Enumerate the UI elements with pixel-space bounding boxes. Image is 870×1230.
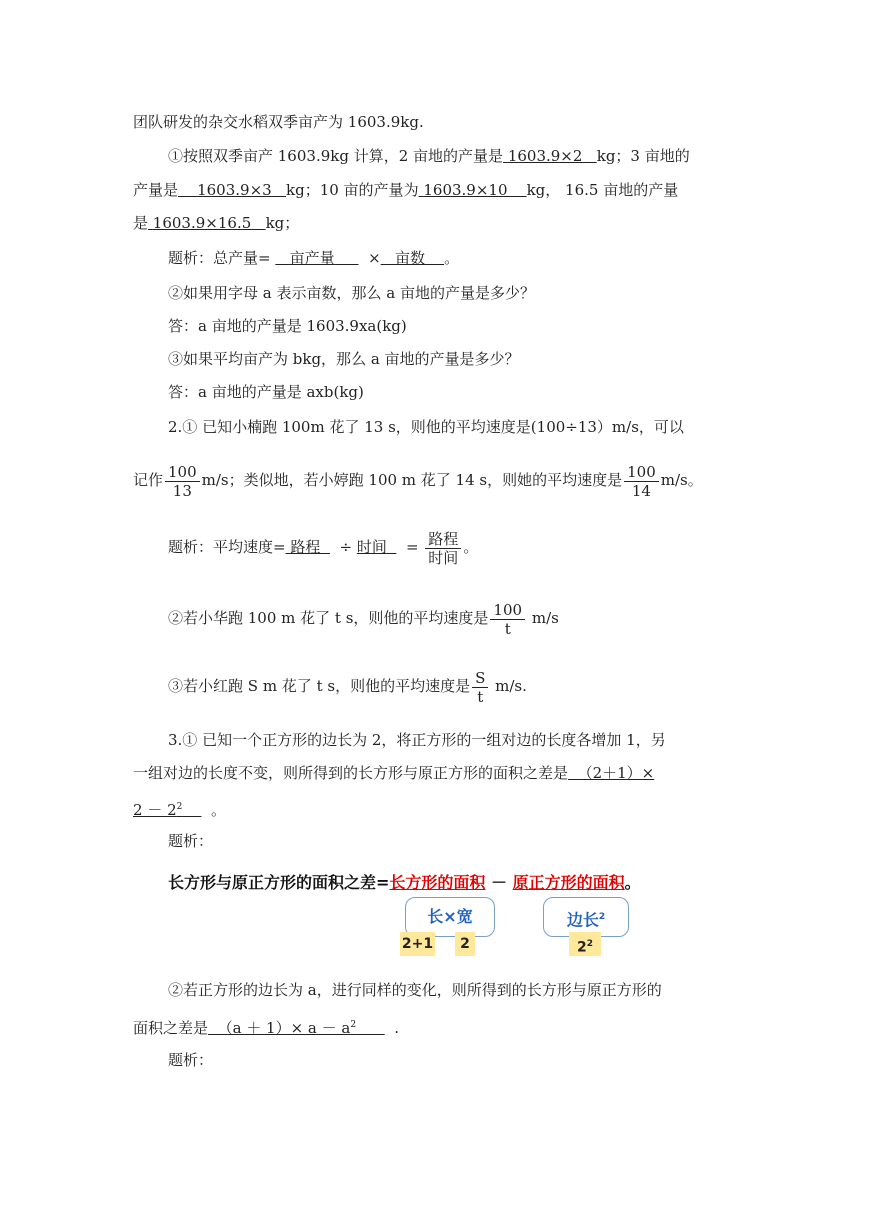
fraction: $\frac{\text{路程}}{\text{时间}}$ xyxy=(425,530,461,567)
question-1-answer-2: 答：a 亩地的产量是 1603.9xa(kg) xyxy=(168,317,407,335)
question-3-line-2: 一组对边的长度不变，则所得到的长方形与原正方形的面积之差是 （2＋1）× xyxy=(133,764,655,782)
question-1-part-2: ②如果用字母 a 表示亩数，那么 a 亩地的产量是多少？ xyxy=(168,284,535,302)
question-1-analysis: 题析：总产量= 亩产量 × 亩数 。 xyxy=(168,249,460,267)
question-2-part-3: ③若小红跑 S m 花了 t s，则他的平均速度是 $\frac{S}{t}$ m/s. xyxy=(168,668,527,706)
question-2-part-2: ②若小华跑 100 m 花了 t s，则他的平均速度是 $\frac{100}{t}$ m/s xyxy=(168,600,559,638)
answer-blank: 1603.9×10 xyxy=(423,181,508,199)
answer-blank: 1603.9×2 xyxy=(507,147,583,165)
question-3-analysis-2-label: 题析： xyxy=(168,1051,214,1069)
text-line: 团队研发的杂交水稻双季亩产为 1603.9kg. xyxy=(133,113,424,131)
question-3-analysis-label: 题析： xyxy=(168,832,214,850)
answer-blank: 1603.9×16.5 xyxy=(152,214,252,232)
question-2-analysis: 题析：平均速度= 路程 ÷ 时间 = $\frac{\text{路程}}{\text{时间}}$ 。 xyxy=(168,529,479,567)
question-3-part-2-line-2: 面积之差是 $(a + 1)\times a - a^2$ . xyxy=(133,1019,400,1037)
area-difference-formula: 长方形与原正方形的面积之差=长方形的面积 － 原正方形的面积。 xyxy=(168,873,641,892)
question-3-line-1: 3.① 已知一个正方形的边长为 2，将正方形的一组对边的长度各增加 1，另 xyxy=(168,731,666,749)
length-times-width-bubble: 长×宽 xyxy=(405,897,495,937)
fraction: $\frac{100}{t}$ xyxy=(490,601,525,638)
value-box: $2^2$ xyxy=(569,932,601,956)
fraction: $\frac{100}{13}$ xyxy=(165,463,200,500)
side-squared-bubble: 边长$^2$ xyxy=(543,897,629,937)
fraction: $\frac{S}{t}$ xyxy=(472,669,488,706)
fraction: $\frac{100}{14}$ xyxy=(624,463,659,500)
question-3-part-2-line-1: ②若正方形的边长为 a，进行同样的变化，则所得到的长方形与原正方形的 xyxy=(168,981,662,999)
answer-blank: 路程 xyxy=(290,538,321,556)
value-box: 2+1 xyxy=(400,932,435,956)
question-1-part-1-line-3: 是 1603.9×16.5 kg； xyxy=(133,214,300,232)
value-box: 2 xyxy=(455,932,475,956)
question-2-line-1: 2.① 已知小楠跑 100m 花了 13 s，则他的平均速度是(100÷13）m/s，可以 xyxy=(168,418,684,436)
question-1-part-3: ③如果平均亩产为 bkg，那么 a 亩地的产量是多少？ xyxy=(168,350,520,368)
answer-blank: 时间 xyxy=(356,538,387,556)
question-1-part-1-line-2: 产量是 1603.9×3 kg；10 亩的产量为 1603.9×10 kg， 16.5 亩地的产量 xyxy=(133,181,679,199)
answer-blank: $2 - 2^2$ xyxy=(133,801,183,819)
answer-blank: 亩数 xyxy=(394,249,425,267)
question-1-answer-3: 答：a 亩地的产量是 axb(kg) xyxy=(168,383,364,401)
question-2-line-2: 记作 $\frac{100}{13}$ m/s；类似地，若小婷跑 100 m 花了 14 s，则她的平均速度是 $\frac{100}{14}$ m/s。 xyxy=(133,462,703,500)
answer-blank: 1603.9×3 xyxy=(197,181,272,199)
question-3-line-3: $2 - 2^2$ 。 xyxy=(133,801,226,819)
answer-blank: （2＋1）× xyxy=(577,764,655,782)
answer-blank: 亩产量 xyxy=(289,249,335,267)
answer-blank: $(a + 1)\times a - a^2$ xyxy=(217,1019,357,1037)
question-1-part-1-line-1: ①按照双季亩产 1603.9kg 计算，2 亩地的产量是 1603.9×2 kg；3 亩地的 xyxy=(168,147,690,165)
